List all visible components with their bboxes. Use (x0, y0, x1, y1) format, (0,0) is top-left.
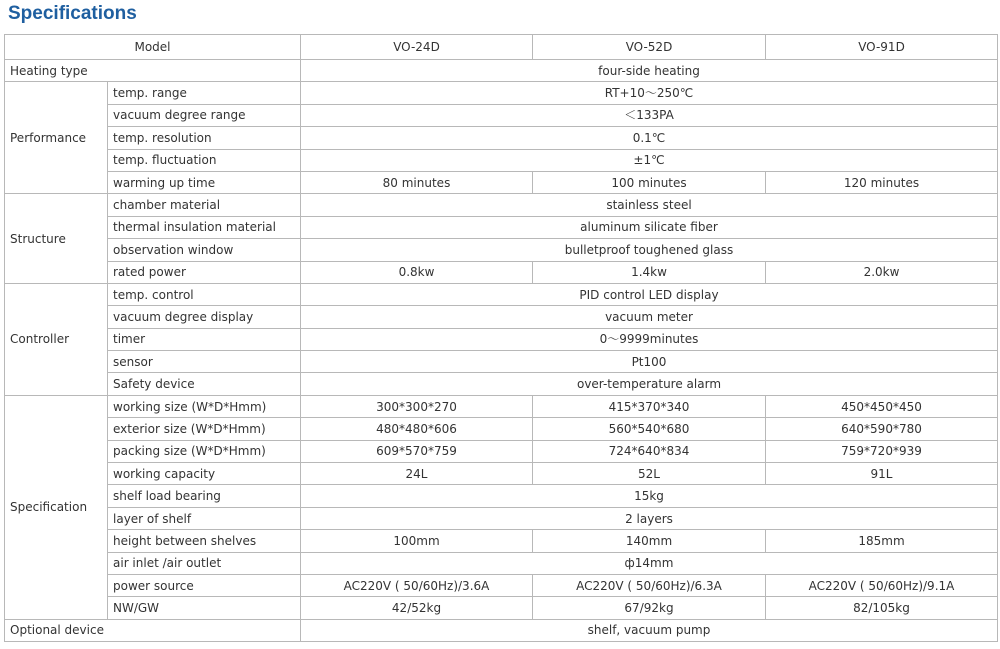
row-value: 100 minutes (533, 171, 766, 193)
table-row (5, 171, 998, 193)
row-label: temp. resolution (108, 127, 301, 149)
row-label: sensor (108, 351, 301, 373)
row-value: ±1℃ (301, 149, 998, 171)
table-row (5, 104, 998, 126)
table-row (5, 283, 998, 305)
row-label: rated power (108, 261, 301, 283)
row-value: PID control LED display (301, 283, 998, 305)
row-value: 120 minutes (766, 171, 998, 193)
row-value: 80 minutes (301, 171, 533, 193)
row-value: 140mm (533, 530, 766, 552)
row-value: 0.1℃ (301, 127, 998, 149)
row-value: AC220V ( 50/60Hz)/3.6A (301, 574, 533, 596)
table-row (5, 306, 998, 328)
row-value: four-side heating (301, 60, 998, 82)
row-value: 0.8kw (301, 261, 533, 283)
row-label: power source (108, 574, 301, 596)
row-value: 100mm (301, 530, 533, 552)
group-label: Controller (5, 283, 108, 395)
table-row (5, 149, 998, 171)
table-row (5, 485, 998, 507)
row-label: temp. range (108, 82, 301, 104)
row-value: 2.0kw (766, 261, 998, 283)
row-label: air inlet /air outlet (108, 552, 301, 574)
group-label: Structure (5, 194, 108, 284)
row-label: Optional device (5, 619, 301, 641)
row-value: 82/105kg (766, 597, 998, 619)
row-value: 724*640*834 (533, 440, 766, 462)
row-label: Safety device (108, 373, 301, 395)
specifications-table (4, 34, 998, 642)
row-label: height between shelves (108, 530, 301, 552)
row-value: 450*450*450 (766, 395, 998, 417)
row-label: vacuum degree range (108, 104, 301, 126)
row-value: AC220V ( 50/60Hz)/6.3A (533, 574, 766, 596)
row-value: 42/52kg (301, 597, 533, 619)
table-row (5, 507, 998, 529)
row-value: 300*300*270 (301, 395, 533, 417)
row-value: vacuum meter (301, 306, 998, 328)
table-row (5, 418, 998, 440)
row-label: working size (W*D*Hmm) (108, 395, 301, 417)
row-label: thermal insulation material (108, 216, 301, 238)
row-value: AC220V ( 50/60Hz)/9.1A (766, 574, 998, 596)
row-value: 24L (301, 463, 533, 485)
row-value: shelf, vacuum pump (301, 619, 998, 641)
row-value: 759*720*939 (766, 440, 998, 462)
row-label: shelf load bearing (108, 485, 301, 507)
table-row (5, 619, 998, 641)
row-value: 2 layers (301, 507, 998, 529)
model-name: VO-91D (766, 35, 998, 60)
table-row (5, 216, 998, 238)
row-value: 415*370*340 (533, 395, 766, 417)
row-value: 52L (533, 463, 766, 485)
row-label: vacuum degree display (108, 306, 301, 328)
row-value: 185mm (766, 530, 998, 552)
row-value: 91L (766, 463, 998, 485)
row-value: ＜133PA (301, 104, 998, 126)
group-label: Performance (5, 82, 108, 194)
row-label: chamber material (108, 194, 301, 216)
page-title: Specifications (8, 3, 137, 24)
table-row (5, 239, 998, 261)
row-value: 1.4kw (533, 261, 766, 283)
row-label: NW/GW (108, 597, 301, 619)
table-row (5, 373, 998, 395)
row-label: working capacity (108, 463, 301, 485)
row-label: timer (108, 328, 301, 350)
row-value: aluminum silicate fiber (301, 216, 998, 238)
model-name: VO-24D (301, 35, 533, 60)
table-row (5, 440, 998, 462)
row-value: ф14mm (301, 552, 998, 574)
row-label: packing size (W*D*Hmm) (108, 440, 301, 462)
row-value: over-temperature alarm (301, 373, 998, 395)
row-label: exterior size (W*D*Hmm) (108, 418, 301, 440)
table-row (5, 82, 998, 104)
row-value: stainless steel (301, 194, 998, 216)
row-value: 640*590*780 (766, 418, 998, 440)
row-value: 67/92kg (533, 597, 766, 619)
row-value: 480*480*606 (301, 418, 533, 440)
table-row (5, 552, 998, 574)
row-label: warming up time (108, 171, 301, 193)
row-value: 15kg (301, 485, 998, 507)
table-row (5, 351, 998, 373)
row-value: bulletproof toughened glass (301, 239, 998, 261)
table-row (5, 261, 998, 283)
row-label: temp. control (108, 283, 301, 305)
table-row (5, 328, 998, 350)
table-row (5, 597, 998, 619)
row-label: Heating type (5, 60, 301, 82)
table-row (5, 127, 998, 149)
group-label: Specification (5, 395, 108, 619)
row-label: temp. fluctuation (108, 149, 301, 171)
table-row (5, 194, 998, 216)
row-value: 560*540*680 (533, 418, 766, 440)
table-row (5, 530, 998, 552)
table-row (5, 574, 998, 596)
model-name: VO-52D (533, 35, 766, 60)
table-header-row (5, 35, 998, 60)
row-value: Pt100 (301, 351, 998, 373)
row-label: observation window (108, 239, 301, 261)
table-row (5, 463, 998, 485)
row-value: 609*570*759 (301, 440, 533, 462)
row-label: layer of shelf (108, 507, 301, 529)
row-value: RT+10～250℃ (301, 82, 998, 104)
model-header: Model (5, 35, 301, 60)
table-row (5, 395, 998, 417)
table-row (5, 60, 998, 82)
row-value: 0～9999minutes (301, 328, 998, 350)
